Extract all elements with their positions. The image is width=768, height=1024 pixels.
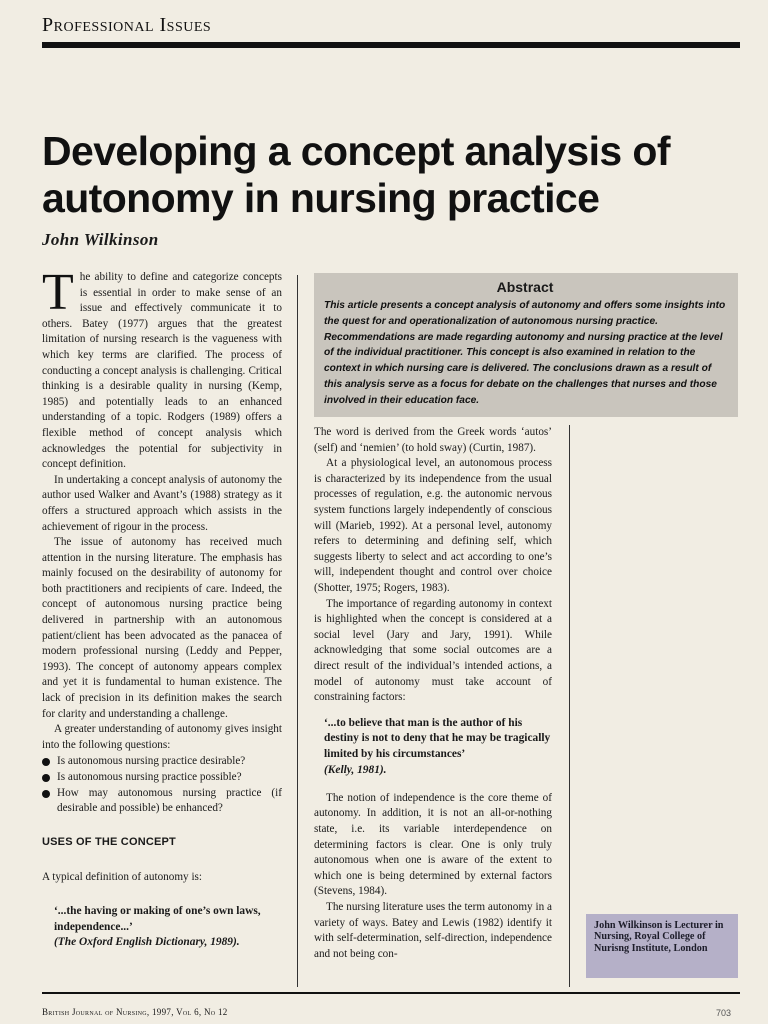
abstract-box [314, 273, 738, 417]
article-author: John Wilkinson [42, 230, 159, 249]
question-list [42, 754, 282, 816]
body-paragraph: The importance of regarding autonomy in context is highlighted when the concept is considered at a social level (Jary and Jary, 1991). While acknowledging that some social outcomes are a direct result of the individual’s intended actions, a model of autonomy must take account of constraining factors: [314, 597, 552, 704]
article-title: Developing a concept analysis of autonomy in nursing practice [42, 128, 670, 221]
intro-paragraph: The ability to define and categorize concepts is essential in order to make sense of an issue and effectively communicate it to others. Batey (1977) argues that the greatest limitation of nursing research is the vagueness with which key terms are clarified. The process of conducting a concept analysis is challenging. Critical thinking is a desirable quality in nursing (Kemp, 1985) and potentially leads to an enhanced understanding of a topic. Rodgers (1989) offers a flexible method of concept analysis which acknowledges the potential for subjectivity in concept definition. [42, 264, 282, 471]
drop-cap: T [42, 264, 74, 321]
bullet-icon [42, 774, 50, 782]
bullet-icon [42, 758, 50, 766]
left-column [42, 264, 282, 951]
body-paragraph: A typical definition of autonomy is: [42, 871, 203, 884]
block-quote: ‘...to believe that man is the author of his destiny is not to deny that he may be tragically limited by his circumstances’ (Kelly, 1981). [324, 716, 551, 777]
section-heading: USES OF THE CONCEPT [42, 835, 176, 848]
body-paragraph: At a physiological level, an autonomous process is characterized by its independence from the usual processes of regulation, e.g. the autonomic nervous system functions largely independently of conscious will (Marieb, 1992). At a personal level, autonomy refers to determining and defining self, which suggests liberty to select and act according to one’s will, independent thought and control over choice (Shotter, 1975; Rogers, 1983). [314, 457, 552, 594]
body-paragraph: A greater understanding of autonomy gives insight into the following questions: [42, 723, 282, 751]
body-paragraph: The issue of autonomy has received much attention in the nursing literature. The emphasis has mainly focused on the desirability of autonomy for both practitioners and recipients of care. Indeed, the concept of autonomous nursing practice being delivered in partnership with an autonomous patient/client has been advocated as the panacea of modern professional nursing (Leddy and Pepper, 1993). The concept of autonomy appears complex and yet it is fundamental to human existence. The lack of precision in its definition makes the search for clarity and understanding a challenge. [42, 536, 282, 720]
abstract-text: This article presents a concept analysis of autonomy and offers some insights into the quest for and operationalization of autonomous nursing practice. Recommendations are made regarding autonomy and nursing practice at the level of the individual practitioner. This concept is also examined in relation to the context in which nursing care is delivered. The conclusions drawn as a result of this analysis serve as a focus for debate on the challenges that nurses and those involved in their education face. [324, 300, 726, 406]
body-paragraph: The notion of independence is the core theme of autonomy. In addition, it is not an all-or-nothing state, i.e. its variable interdependence on determining factors is clear. One is only truly autonomous when one is aware of the extent to which one is being determined by external factors (Stevens, 1984). [314, 791, 552, 898]
list-item: How may autonomous nursing practice (if desirable and possible) be enhanced? [42, 786, 282, 817]
list-item: Is autonomous nursing practice possible? [42, 770, 282, 786]
quote-source: (The Oxford English Dictionary, 1989). [54, 936, 240, 949]
author-bio: John Wilkinson is Lecturer in Nursing, Royal College of Nurisng Institute, London [586, 914, 738, 978]
quote-source: (Kelly, 1981). [324, 764, 387, 777]
column-divider [297, 275, 298, 987]
footer-rule [42, 992, 740, 994]
bullet-icon [42, 790, 50, 798]
block-quote: ‘...the having or making of one’s own laws, independence...’ (The Oxford English Dictionary, 1989). [54, 904, 261, 949]
page-number: 703 [716, 1008, 732, 1018]
middle-column [314, 425, 552, 962]
header-rule [42, 42, 740, 48]
column-divider [569, 425, 570, 987]
body-paragraph: The word is derived from the Greek words ‘autos’ (self) and ‘nemien’ (to hold sway) (Curtin, 1987). [314, 426, 552, 454]
list-item: Is autonomous nursing practice desirable? [42, 754, 282, 770]
body-paragraph: In undertaking a concept analysis of autonomy the author used Walker and Avant’s (1988) strategy as it offers a structured approach which assists in the achievement of rigour in the process. [42, 473, 282, 533]
body-paragraph: The nursing literature uses the term autonomy in a variety of ways. Batey and Lewis (1982) identify it with self-determination, self-direction, independence and not being con- [314, 901, 552, 960]
abstract-heading: Abstract [496, 279, 554, 295]
section-label: Professional Issues [42, 14, 212, 36]
journal-citation: British Journal of Nursing, 1997, Vol 6, No 12 [42, 1007, 228, 1017]
